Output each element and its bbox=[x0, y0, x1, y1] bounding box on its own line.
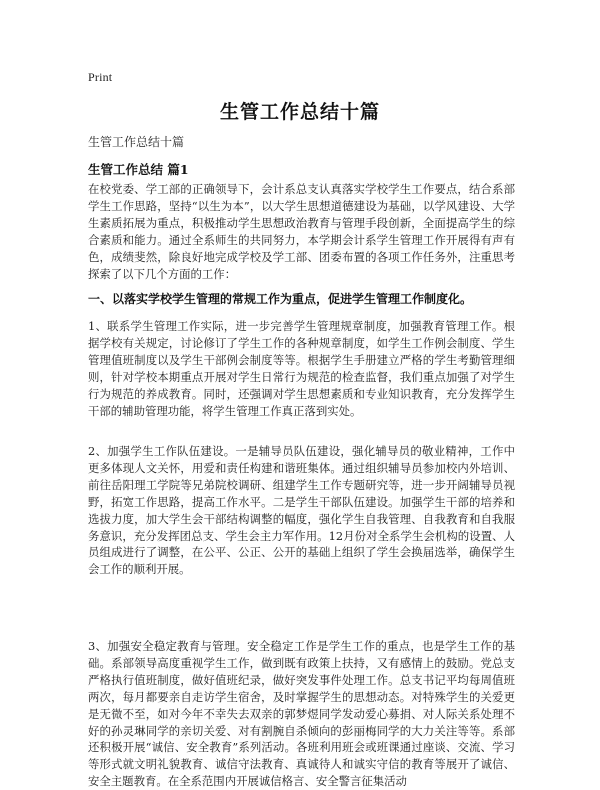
print-label: Print bbox=[88, 70, 113, 84]
intro-paragraph: 在校党委、学工部的正确领导下，会计系总支认真落实学校学生工作要点，结合系部学生工作思路，坚持“以生为本”，以大学生思想道德建设为基础，以学风建设、大学生素质拓展为重点，积极推动学生思想政治教育与管理手段创新，全面提高学生的综合素质和能力。通过全系师生的共同努力，本学期会计系学生管理工作开展得有声有色，成绩斐然，除良好地完成学校及学工部、团委布置的各项工作任务外，注重思考探索了以下几个方面的工作： bbox=[88, 182, 515, 281]
paragraph-3: 3、加强安全稳定教育与管理。安全稳定工作是学生工作的重点，也是学生工作的基础。系部领导高度重视学生工作，做到既有政策上扶持，又有感情上的鼓励。党总支严格执行值班制度，做好值班纪录，做好突发事件处理工作。总支书记平均每周值班两次，每月都要亲自走访学生宿舍，及时掌握学生的思想动态。对特殊学生的关爱更是无微不至，如对今年不幸失去双亲的郭梦煜同学发动爱心募捐、对人际关系处理不好的孙灵琳同学的亲切关爱、对有割腕自杀倾向的彭丽梅同学的大力关注等等。系部还积极开展“诚信、安全教育”系列活动。各班利用班会或班课通过座谈、交流、学习等形式就文明礼貌教育、诚信守法教育、真诚待人和诚实守信的教育等展开了诚信、安全主题教育。在全系范围内开展诚信格言、安全警言征集活动 bbox=[88, 639, 515, 789]
section-heading: 生管工作总结 篇1 bbox=[88, 162, 189, 177]
heading-one: 一、以落实学校学生管理的常规工作为重点，促进学生管理工作制度化。 bbox=[88, 292, 473, 306]
paragraph-1: 1、联系学生管理工作实际，进一步完善学生管理规章制度，加强教育管理工作。根据学校有关规定，讨论修订了学生工作的各种规章制度，如学生工作例会制度、学生管理值班制度以及学生干部例会制度等等。根据学生手册建立严格的学生考勤管理细则，针对学校本期重点开展对学生日常行为规范的检查监督，我们重点加强了对学生行为规范的养成教育。同时，还强调对学生思想素质和专业知识教育，充分发挥学生干部的辅助管理功能，将学生管理工作真正落到实处。 bbox=[88, 319, 515, 418]
document-subtitle: 生管工作总结十篇 bbox=[88, 135, 185, 149]
paragraph-2: 2、加强学生工作队伍建设。一是辅导员队伍建设，强化辅导员的敬业精神，工作中更多体现人文关怀，用爱和责任构建和谐班集体。通过组织辅导员参加校内外培训、前往岳阳理工学院等兄弟院校调研、组建学生工作专题研究等，进一步开阔辅导员视野，拓宽工作思路，提高工作水平。二是学生干部队伍建设。加强学生干部的培养和选拔力度，加大学生会干部结构调整的幅度，强化学生自我管理、自我教育和自我服务意识，充分发挥团总支、学生会主力军作用。12月份对全系学生会机构的设置、人员组成进行了调整，在公平、公正、公开的基础上组织了学生会换届选举，确保学生会工作的顺利开展。 bbox=[88, 444, 515, 577]
document-title: 生管工作总结十篇 bbox=[219, 101, 380, 123]
